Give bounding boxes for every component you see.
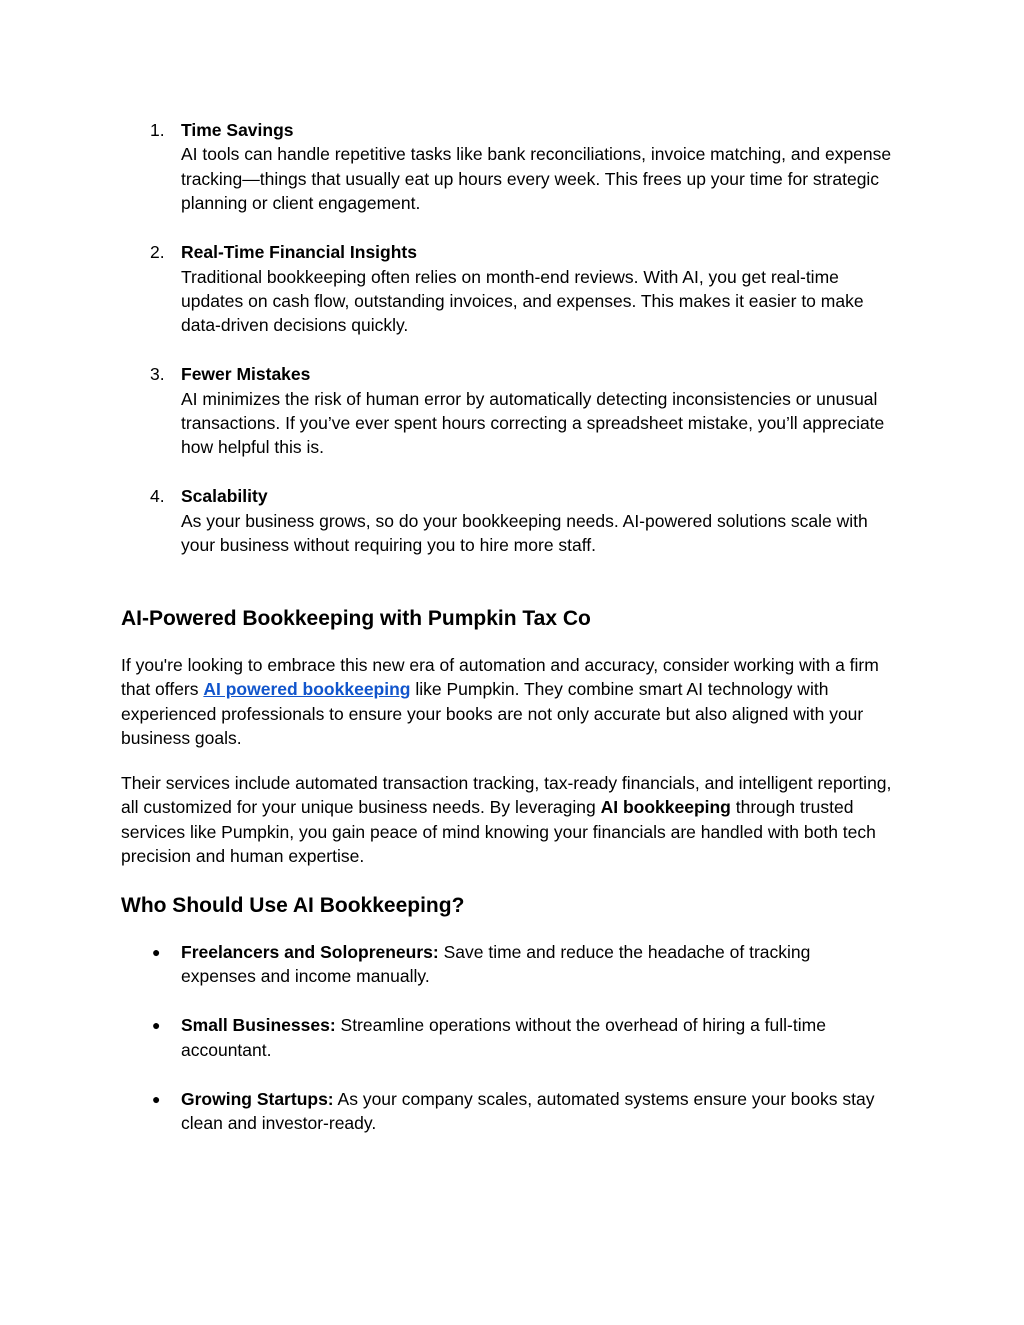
benefit-title: Scalability xyxy=(181,486,268,507)
ai-powered-bookkeeping-link[interactable]: AI powered bookkeeping xyxy=(203,679,411,700)
audience-list xyxy=(0,940,1024,1160)
bullet-icon: ● xyxy=(152,1090,161,1107)
list-number: 1. xyxy=(150,120,165,140)
list-item xyxy=(0,1013,881,1062)
bullet-text: As your company scales, automated systems ensure your books stay clean and investor-ready. xyxy=(181,1088,875,1134)
benefit-body: As your business grows, so do your bookkeeping needs. AI-powered solutions scale with your business without requiring you to hire more staff. xyxy=(181,510,868,556)
bullet-label: Small Businesses: xyxy=(181,1015,336,1036)
list-number: 4. xyxy=(150,486,165,507)
list-item xyxy=(0,362,905,460)
benefit-body: AI minimizes the risk of human error by automatically detecting inconsistencies or unusual transactions. If you’ve ever spent hours correcting a spreadsheet mistake, you’ll appreciate how helpful this is. xyxy=(181,388,885,458)
bold-term: AI bookkeeping xyxy=(600,797,731,818)
benefit-body: Traditional bookkeeping often relies on month-end reviews. With AI, you get real-time updates on cash flow, outstanding invoices, and expenses. This makes it easier to make data-driven decisions quickly. xyxy=(181,266,864,336)
list-number: 2. xyxy=(150,242,165,263)
benefits-list xyxy=(0,118,1024,582)
list-item xyxy=(0,940,881,989)
bullet-icon: ● xyxy=(152,1017,161,1034)
bullet-label: Growing Startups: xyxy=(181,1088,334,1109)
paragraph-text: Their services include automated transaction tracking, tax-ready financials, and intelligent reporting, all customized for your unique business needs. By leveraging xyxy=(121,773,892,818)
benefit-title: Time Savings xyxy=(181,120,294,140)
paragraph-text: If you're looking to embrace this new era of automation and accuracy, consider working with a firm that offers xyxy=(121,655,879,700)
bullet-text: Save time and reduce the headache of tracking expenses and income manually. xyxy=(181,942,811,987)
list-item xyxy=(0,1087,881,1136)
paragraph-text: through trusted services like Pumpkin, you gain peace of mind knowing your financials are handled with both tech precision and human expertise. xyxy=(121,797,876,867)
list-item xyxy=(0,118,905,216)
paragraph-text: like Pumpkin. They combine smart AI technology with experienced professionals to ensure your books are not only accurate but also aligned with your business goals. xyxy=(121,679,864,749)
section-heading-pumpkin: AI-Powered Bookkeeping with Pumpkin Tax Co xyxy=(121,607,591,630)
list-number: 3. xyxy=(150,364,165,385)
bullet-icon: ● xyxy=(152,944,161,960)
bullet-text: Streamline operations without the overhead of hiring a full-time accountant. xyxy=(181,1015,826,1060)
benefit-title: Fewer Mistakes xyxy=(181,364,311,385)
list-item xyxy=(0,240,905,338)
paragraph-pumpkin-intro xyxy=(121,653,911,751)
benefit-body: AI tools can handle repetitive tasks like bank reconciliations, invoice matching, and expense tracking—things that usually eat up hours every week. This frees up your time for strategic planning or client engagement. xyxy=(181,144,892,214)
section-heading-who: Who Should Use AI Bookkeeping? xyxy=(121,894,465,917)
list-item xyxy=(0,484,905,557)
benefit-title: Real-Time Financial Insights xyxy=(181,242,417,263)
paragraph-pumpkin-services xyxy=(121,771,911,869)
bullet-label: Freelancers and Solopreneurs: xyxy=(181,942,439,962)
